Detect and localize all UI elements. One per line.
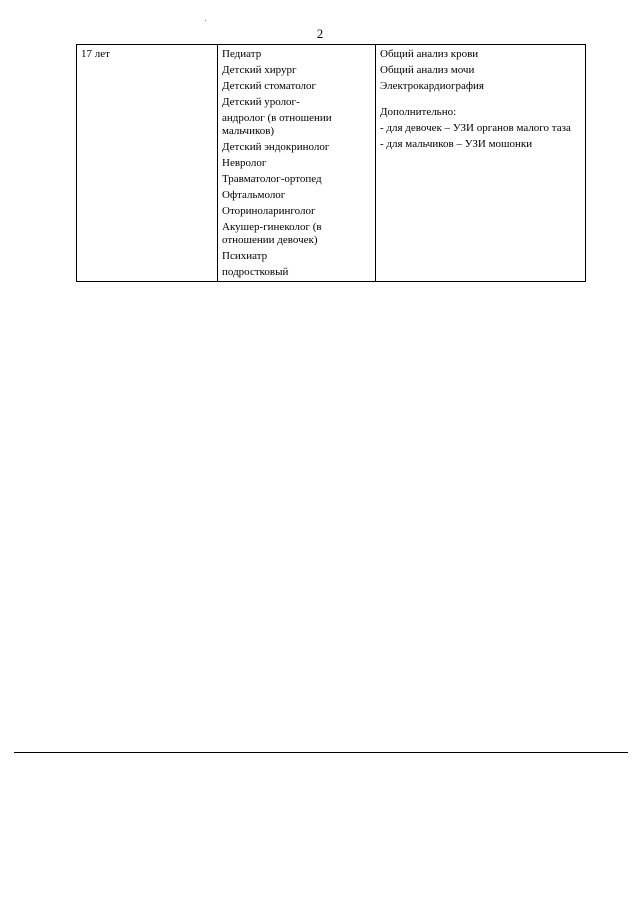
examination-table xyxy=(76,44,586,282)
age-cell xyxy=(77,45,218,282)
table-row xyxy=(77,45,586,282)
specialist-item: андролог (в отношении мальчиков) xyxy=(222,112,332,137)
specialist-item: Травматолог-ортопед xyxy=(222,173,322,185)
specialist-item: Психиатр xyxy=(222,250,268,262)
additional-item: - для мальчиков – УЗИ мошонки xyxy=(380,138,533,150)
specialist-item: Детский стоматолог xyxy=(222,80,317,92)
specialist-item: Офтальмолог xyxy=(222,189,286,201)
specialists-cell xyxy=(218,45,376,282)
specialist-item: Оториноларинголог xyxy=(222,205,316,217)
specialist-item: Детский уролог- xyxy=(222,96,300,108)
specialist-item: Педиатр xyxy=(222,48,262,60)
bottom-rule xyxy=(14,752,628,753)
examinations-cell xyxy=(376,45,586,282)
examination-item: Электрокардиография xyxy=(380,80,484,92)
specialist-item: Детский хирург xyxy=(222,64,297,76)
specialist-item: подростковый xyxy=(222,266,289,278)
page-number: 2 xyxy=(316,26,324,41)
examination-item: Общий анализ крови xyxy=(380,48,479,60)
specialist-item: Невролог xyxy=(222,157,267,169)
scan-artifact xyxy=(205,20,206,21)
specialist-item: Акушер-гинеколог (в отношении девочек) xyxy=(222,221,322,246)
specialist-item: Детский эндокринолог xyxy=(222,141,330,153)
additional-heading: Дополнительно: xyxy=(380,106,457,118)
age-label: 17 лет xyxy=(81,48,110,60)
examination-item: Общий анализ мочи xyxy=(380,64,475,76)
additional-item: - для девочек – УЗИ органов малого таза xyxy=(380,122,571,134)
